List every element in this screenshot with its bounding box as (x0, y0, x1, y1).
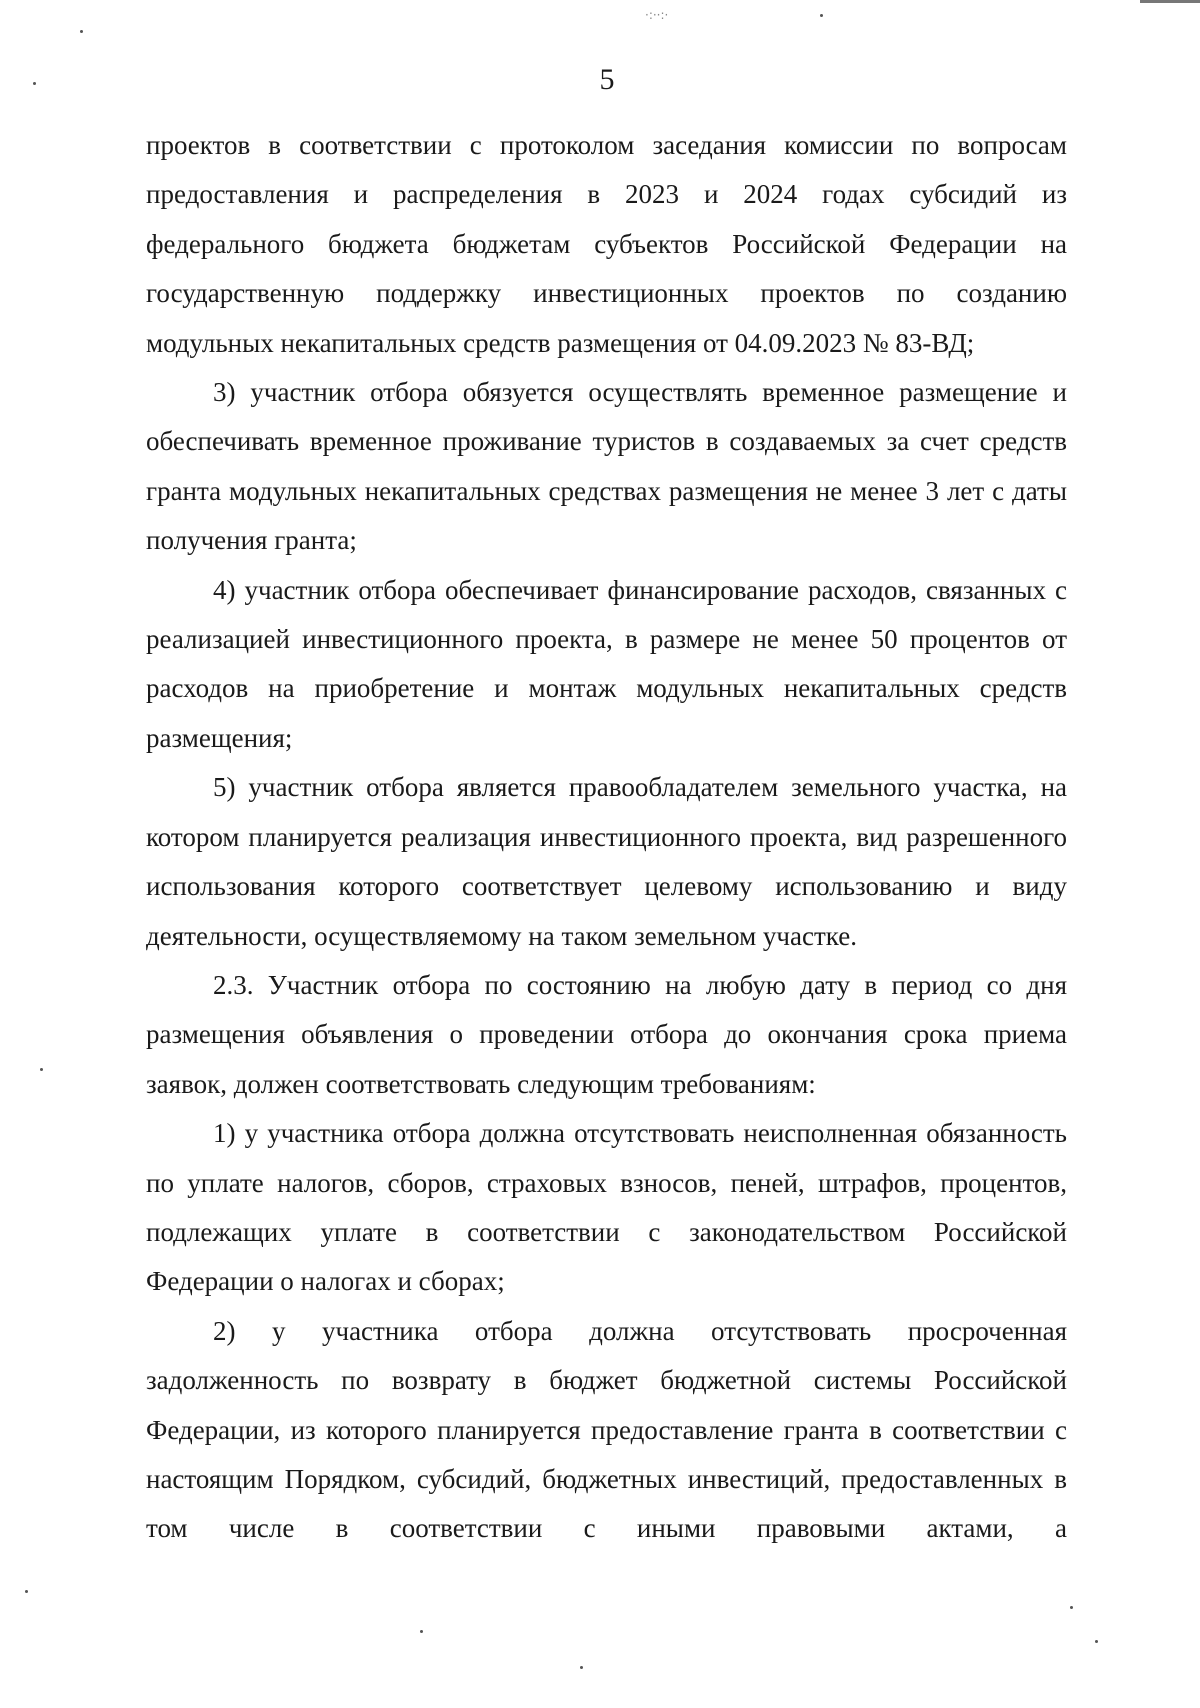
scan-speck (420, 1630, 423, 1633)
paragraph-item-4: 4) участник отбора обеспечивает финансирование расходов, связанных с реализацией инвестиционного проекта, в размере не менее 50 процентов от расходов на приобретение и монтаж модульных некапитальных средств размещения; (146, 574, 1067, 753)
scan-speck (580, 1666, 583, 1669)
page-number: 5 (599, 63, 615, 96)
paragraph-requirement-1: 1) у участника отбора должна отсутствовать неисполненная обязанность по уплате налогов, сборов, страховых взносов, пеней, штрафов, процентов, подлежащих уплате в соответствии с законодательством Российской Федерации о налогах и сборах; (146, 1118, 1067, 1297)
scan-speck (25, 1590, 28, 1593)
paragraph-section-2-3: 2.3. Участник отбора по состоянию на любую дату в период со дня размещения объявления о проведении отбора до окончания срока приема заявок, должен соответствовать следующим требованиям: (146, 969, 1067, 1099)
scan-speck (1070, 1606, 1073, 1609)
scan-speck (40, 1068, 43, 1071)
paragraph-item-3: 3) участник отбора обязуется осуществлять временное размещение и обеспечивать временное проживание туристов в создаваемых за счет средств гранта модульных некапитальных средствах размещения не менее 3 лет с даты получения гранта; (146, 377, 1067, 556)
paragraph-continuation: проектов в соответствии с протоколом заседания комиссии по вопросам предоставления и распределения в 2023 и 2024 годах субсидий из федерального бюджета бюджетам субъектов Российской Федерации на государственную поддержку инвестиционных проектов по созданию модульных некапитальных средств размещения от 04.09.2023 № 83-ВД; (146, 130, 1067, 358)
scan-speck (820, 14, 823, 17)
scan-artifact: ·:··:· (645, 8, 669, 22)
paragraph-item-5: 5) участник отбора является правообладателем земельного участка, на котором планируется реализация инвестиционного проекта, вид разрешенного использования которого соответствует целевому использованию и виду деятельности, осуществляемому на таком земельном участке. (146, 772, 1067, 951)
document-body (146, 121, 1067, 1554)
paragraph-requirement-2: 2) у участника отбора должна отсутствовать просроченная задолженность по возврату в бюджет бюджетной системы Российской Федерации, из которого планируется предоставление гранта в соответствии с настоящим Порядком, субсидий, бюджетных инвестиций, предоставленных в том числе в соответствии с иными правовыми актами, а (146, 1315, 1067, 1544)
scan-speck (1095, 1640, 1098, 1643)
scan-speck (80, 30, 83, 33)
scan-edge-mark (1140, 0, 1200, 3)
